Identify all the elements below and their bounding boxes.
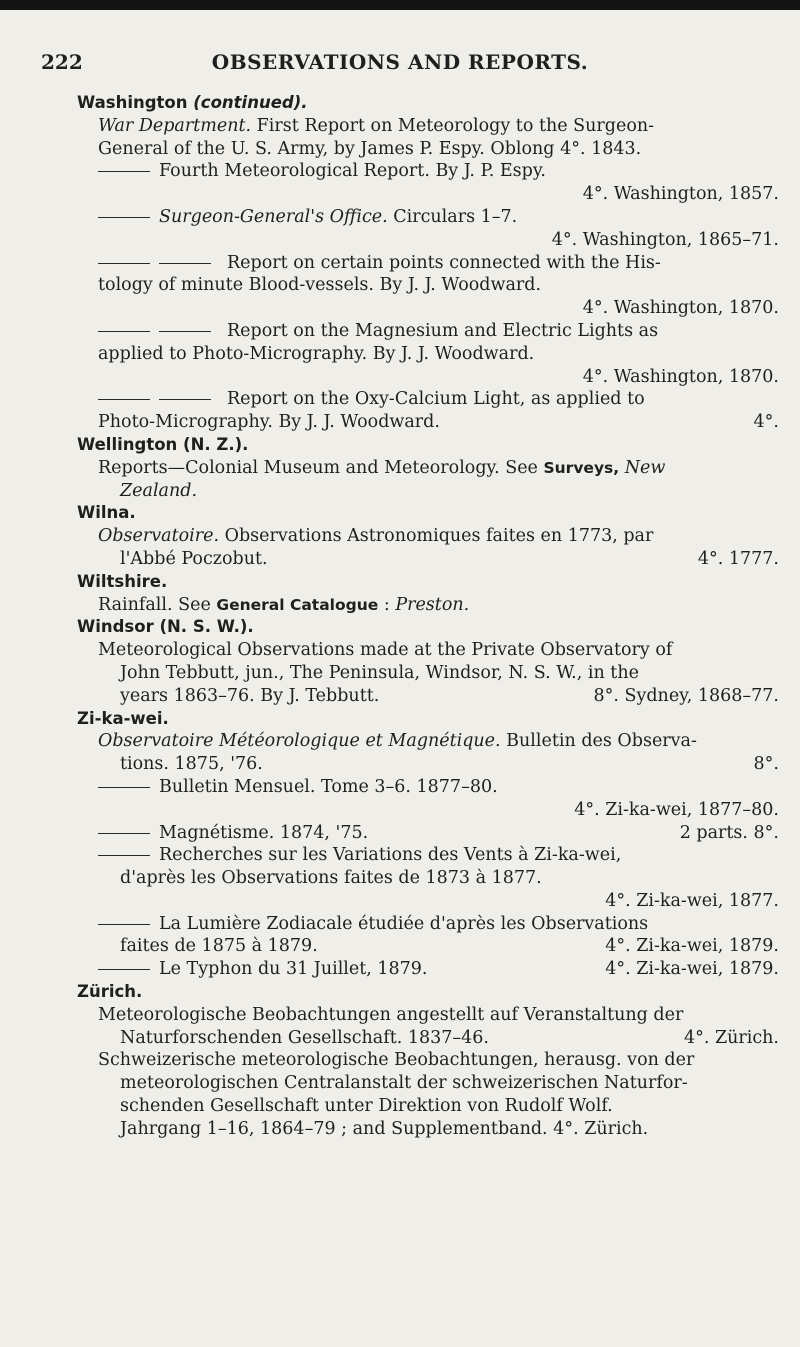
entry-line	[77, 183, 783, 206]
entry-line	[77, 160, 783, 183]
entry-line	[77, 138, 783, 161]
entry-text: Circulars 1–7.	[387, 206, 518, 227]
entry-text: Report on certain points connected with the His-	[227, 252, 661, 273]
imprint-text: 4°. Washington, 1870.	[582, 298, 779, 319]
catalogue-text	[77, 92, 783, 1141]
entry-text: Le Typhon du 31 Juillet, 1879.	[159, 959, 428, 980]
entry-text: Jahrgang 1–16, 1864–79 ; and Supplementband. 4°. Zürich.	[120, 1118, 649, 1139]
imprint: 4°. Zürich.	[683, 1027, 779, 1048]
entry-line	[77, 822, 783, 845]
italic-text: Observatoire.	[98, 526, 220, 547]
entry-line	[77, 1118, 783, 1141]
entry-line	[77, 457, 783, 480]
entry-text: Report on the Magnesium and Electric Lights as	[227, 320, 659, 341]
ditto-dash	[98, 171, 150, 172]
page-number: 222	[41, 50, 83, 74]
italic-text: Zealand.	[120, 480, 198, 501]
place-heading	[77, 434, 783, 457]
place-heading	[77, 92, 783, 115]
entry-text: Photo-Micrography. By J. J. Woodward.	[98, 412, 440, 433]
entry-line	[77, 320, 783, 343]
place-heading	[77, 981, 783, 1004]
imprint	[552, 229, 779, 252]
page-top-border	[0, 0, 800, 10]
entry-text: First Report on Meteorology to the Surgeon-	[251, 115, 655, 136]
entry-text: Wiltshire.	[77, 571, 168, 591]
entry-line	[77, 913, 783, 936]
imprint-text: 4°. Washington, 1857.	[582, 184, 779, 205]
entry-line	[77, 776, 783, 799]
imprint: 2 parts. 8°.	[679, 822, 779, 843]
entry-line	[77, 343, 783, 366]
italic-text: Preston.	[395, 594, 470, 615]
entry-line	[77, 958, 783, 981]
entry-text: General of the U. S. Army, by James P. Espy. Oblong 4°. 1843.	[98, 138, 642, 159]
entry-line	[77, 1004, 783, 1027]
entry-line	[77, 411, 783, 434]
entry-text: applied to Photo-Micrography. By J. J. Woodward.	[98, 343, 535, 364]
place-heading	[77, 502, 783, 525]
imprint	[605, 890, 779, 913]
entry-line	[77, 388, 783, 411]
entry-text: Bulletin des Observa-	[500, 731, 697, 752]
imprint: 4°. Zi-ka-wei, 1879.	[605, 959, 779, 980]
entry-line	[77, 753, 783, 776]
entry-line	[77, 867, 783, 890]
entry-text: l'Abbé Poczobut.	[120, 548, 268, 569]
entry-line	[77, 685, 783, 708]
entry-line	[77, 594, 783, 617]
imprint-text: 4°. Washington, 1865–71.	[551, 229, 779, 250]
imprint: 4°. 1777.	[697, 548, 779, 569]
entry-line	[77, 890, 783, 913]
ditto-dash	[98, 924, 150, 925]
entry-text: Observations Astronomiques faites en 1773, par	[219, 526, 654, 547]
running-title: OBSERVATIONS AND REPORTS.	[211, 50, 589, 74]
italic-text: Surgeon-General's Office.	[159, 206, 388, 227]
entry-line	[77, 252, 783, 275]
ditto-dash	[98, 969, 150, 970]
entry-text: Fourth Meteorological Report. By J. P. Espy.	[159, 161, 546, 182]
place-heading	[77, 708, 783, 731]
imprint: 4°.	[753, 412, 779, 433]
ditto-dash	[159, 263, 211, 264]
imprint-text: 4°. Washington, 1870.	[582, 366, 779, 387]
entry-text: John Tebbutt, jun., The Peninsula, Windsor, N. S. W., in the	[120, 662, 639, 683]
entry-line	[77, 548, 783, 571]
entry-text: years 1863–76. By J. Tebbutt.	[120, 685, 380, 706]
entry-text: Zürich.	[77, 982, 143, 1002]
cross-reference: Surveys,	[543, 458, 620, 477]
entry-line	[77, 1049, 783, 1072]
entry-line	[77, 844, 783, 867]
entry-line	[77, 1095, 783, 1118]
imprint	[583, 297, 779, 320]
entry-text: faites de 1875 à 1879.	[120, 936, 318, 957]
cross-reference: General Catalogue	[216, 595, 379, 614]
entry-text: La Lumière Zodiacale étudiée d'après les Observations	[159, 913, 649, 934]
italic-text: (continued).	[193, 93, 308, 112]
entry-text: Naturforschenden Gesellschaft. 1837–46.	[120, 1027, 489, 1048]
entry-line	[77, 525, 783, 548]
imprint-text: 4°. Zi-ka-wei, 1877–80.	[574, 799, 779, 820]
imprint-text: 4°. Zi-ka-wei, 1877.	[605, 890, 779, 911]
ditto-dash	[159, 399, 211, 400]
imprint	[574, 799, 779, 822]
page-header	[0, 50, 800, 90]
entry-line	[77, 1072, 783, 1095]
italic-text: New	[619, 457, 666, 478]
entry-text: Meteorologische Beobachtungen angestellt auf Veranstaltung der	[98, 1004, 684, 1025]
entry-text: Meteorological Observations made at the Private Observatory of	[98, 640, 673, 661]
entry-text: meteorologischen Centralanstalt der schweizerischen Naturfor-	[120, 1073, 688, 1094]
entry-line	[77, 639, 783, 662]
ditto-dash	[98, 399, 150, 400]
entry-text: Magnétisme. 1874, '75.	[159, 822, 369, 843]
ditto-dash	[98, 855, 150, 856]
entry-line	[77, 274, 783, 297]
entry-text: Recherches sur les Variations des Vents à Zi-ka-wei,	[159, 845, 622, 866]
entry-line	[77, 935, 783, 958]
entry-text: Washington	[77, 93, 194, 112]
imprint: 8°.	[753, 754, 779, 775]
ditto-dash	[98, 833, 150, 834]
place-heading	[77, 571, 783, 594]
ditto-dash	[98, 787, 150, 788]
entry-text: Bulletin Mensuel. Tome 3–6. 1877–80.	[159, 776, 498, 797]
entry-line	[77, 480, 783, 503]
place-heading	[77, 616, 783, 639]
ditto-dash	[98, 263, 150, 264]
ditto-dash	[98, 217, 150, 218]
entry-line	[77, 730, 783, 753]
entry-line	[77, 229, 783, 252]
entry-text: Windsor (N. S. W.).	[77, 617, 254, 637]
imprint	[583, 183, 779, 206]
entry-text: Rainfall. See	[98, 594, 217, 615]
entry-text: :	[378, 594, 396, 615]
ditto-dash	[159, 331, 211, 332]
entry-line	[77, 1027, 783, 1050]
entry-text: d'après les Observations faites de 1873 à 1877.	[120, 868, 542, 889]
entry-text: Report on the Oxy-Calcium Light, as applied to	[227, 389, 645, 410]
entry-line	[77, 662, 783, 685]
imprint: 4°. Zi-ka-wei, 1879.	[605, 936, 779, 957]
entry-line	[77, 206, 783, 229]
entry-line	[77, 115, 783, 138]
entry-line	[77, 799, 783, 822]
entry-text: Wilna.	[77, 503, 136, 523]
imprint	[583, 366, 779, 389]
entry-text: tions. 1875, '76.	[120, 754, 263, 775]
entry-text: schenden Gesellschaft unter Direktion von Rudolf Wolf.	[120, 1096, 613, 1117]
entry-text: Reports—Colonial Museum and Meteorology. See	[98, 457, 544, 478]
ditto-dash	[98, 331, 150, 332]
imprint: 8°. Sydney, 1868–77.	[593, 685, 779, 706]
entry-text: tology of minute Blood-vessels. By J. J. Woodward.	[98, 275, 542, 296]
italic-text: War Department.	[98, 115, 252, 136]
italic-text: Observatoire Météorologique et Magnétique.	[98, 731, 501, 752]
entry-text: Zi-ka-wei.	[77, 708, 169, 728]
entry-line	[77, 366, 783, 389]
entry-text: Schweizerische meteorologische Beobachtungen, herausg. von der	[98, 1050, 695, 1071]
entry-text: Wellington (N. Z.).	[77, 434, 249, 454]
entry-line	[77, 297, 783, 320]
